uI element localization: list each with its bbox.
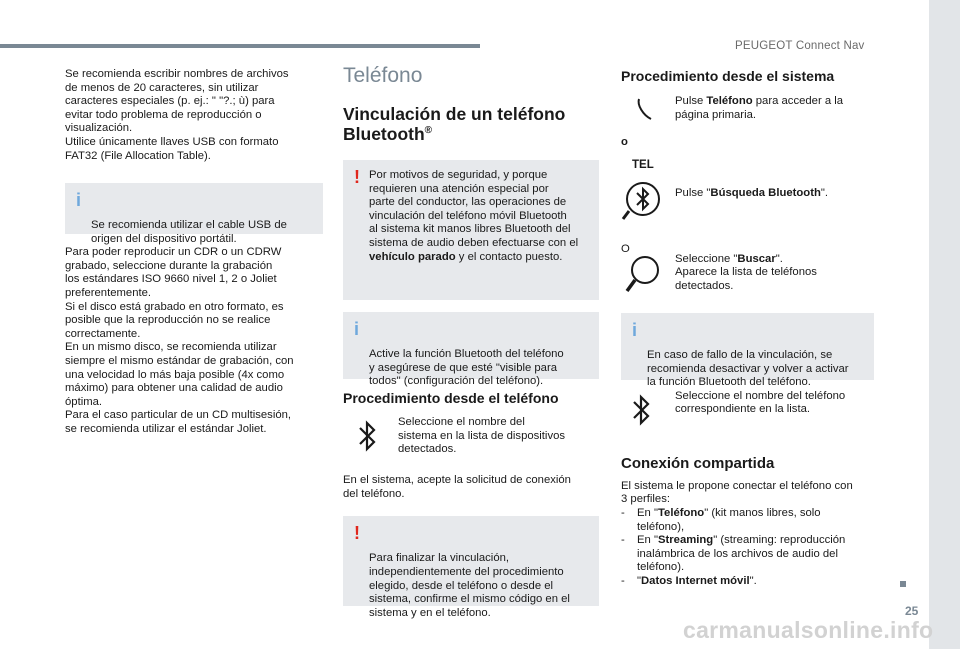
telefono-label: Teléfono: [706, 95, 753, 107]
profile-item-telefono: [621, 507, 874, 534]
system-step-phone-pre: Pulse: [675, 95, 707, 107]
phone-step-select-text: Seleccione el nombre del sistema en la lista de dispositivos detectados.: [398, 416, 566, 456]
list-dash: -: [621, 534, 625, 547]
system-step-select-phone: [621, 390, 874, 436]
safety-warning-text: Por motivos de seguridad, y porque requieren una atención especial por parte del conductor, las operaciones de vinculación del teléfono móvil Bluetooth al sistema kit manos libres Bluetooth del sistema de audio deben efectuarse con el: [369, 169, 579, 249]
buscar-label: Buscar: [737, 252, 776, 265]
phone-step-select: [343, 416, 599, 466]
system-step-phone: [621, 95, 874, 131]
system-step-search-post: ". Aparece la lista de teléfonos detectados.: [675, 252, 817, 292]
usb-cable-info-note: [65, 183, 323, 245]
bluetooth-icon: [353, 416, 393, 456]
pairing-failure-info-note: [621, 313, 874, 389]
tel-button-label: TEL: [632, 158, 654, 171]
confirm-code-warning-text: Para finalizar la vinculación, independientemente del procedimiento elegido, desde el teléfono o desde el sistema, confirme el mismo código en el sistema y en el teléfono.: [369, 552, 570, 619]
profile-item-post: ".: [749, 574, 757, 587]
bluetooth-visible-info-text: Active la función Bluetooth del teléfono y asegúrese de que esté "visible para todos" (configuración del teléfono).: [369, 348, 564, 388]
warning-icon: !: [354, 167, 360, 187]
profile-item-post: " (streaming: reproducción inalámbrica de los archivos de audio del teléfono).: [637, 534, 846, 574]
system-step-select-phone-text: Seleccione el nombre del teléfono correspondiente en la lista.: [675, 389, 846, 416]
section-title: Teléfono: [343, 64, 423, 87]
column-left: [65, 68, 323, 436]
watermark: carmanualsonline.info: [683, 617, 934, 643]
column-right: [621, 68, 874, 589]
system-step-phone-post: para acceder a la página primaria.: [675, 95, 844, 121]
phone-handset-icon: [621, 95, 661, 135]
usb-filename-paragraph: Se recomienda escribir nombres de archivos de menos de 20 caracteres, sin utilizar caracteres especiales (p. ej.: " "?.; ù) para evitar todo problema de reproducción o visualización. Utilice únicamente llaves USB con formato FAT32 (File Allocation Table).: [65, 68, 289, 162]
info-icon: i: [632, 319, 638, 340]
column-middle: [343, 64, 599, 619]
profile-item-bold: Streaming: [657, 534, 714, 547]
system-step-bluetooth-post: ".: [820, 187, 829, 200]
profile-item-streaming: [621, 534, 874, 575]
safety-warning-note: [343, 160, 599, 300]
phone-procedure-heading: Procedimiento desde el teléfono: [343, 390, 559, 406]
warning-icon: !: [354, 523, 360, 544]
profile-item-pre: En ": [637, 534, 658, 547]
search-icon: [621, 253, 661, 293]
bluetooth-visible-info-note: [343, 312, 599, 388]
profiles-list: [621, 507, 874, 589]
system-step-search-text: [675, 253, 875, 294]
list-dash: -: [621, 506, 625, 519]
registered-mark: ®: [424, 125, 433, 137]
system-step-search-pre: Seleccione ": [675, 252, 738, 265]
end-of-page-mark: [900, 581, 906, 587]
pairing-heading-line1: Vinculación de un teléfono: [343, 104, 566, 124]
usb-cable-info-text: Se recomienda utilizar el cable USB de origen del dispositivo portátil.: [91, 219, 287, 245]
busqueda-bluetooth-label: Búsqueda Bluetooth: [710, 187, 821, 200]
shared-connection-heading: Conexión compartida: [621, 454, 775, 472]
pairing-heading: [343, 104, 599, 144]
confirm-code-warning-note: [343, 516, 599, 619]
bluetooth-icon: [627, 390, 667, 430]
or-separator-2: O: [621, 243, 630, 256]
profiles-intro: El sistema le propone conectar el teléfono con 3 perfiles:: [621, 479, 853, 506]
info-icon: i: [76, 190, 82, 211]
system-step-bluetooth-search: [621, 177, 874, 233]
page-number: 25: [905, 604, 919, 618]
safety-warning-tail: y el contacto puesto.: [455, 250, 563, 263]
profile-item-pre: ": [637, 574, 642, 587]
safety-warning-bold: vehículo parado: [369, 250, 456, 263]
system-step-bluetooth-pre: Pulse ": [675, 187, 711, 200]
list-dash: -: [621, 574, 625, 587]
profile-item-bold: Teléfono: [657, 506, 705, 519]
system-step-search: [621, 253, 874, 303]
pairing-heading-line2: Bluetooth: [343, 124, 425, 144]
profile-item-datos: [621, 575, 874, 589]
header-rule: [0, 44, 480, 48]
pairing-failure-info-text: En caso de fallo de la vinculación, se recomienda desactivar y volver a activar la función Bluetooth del teléfono.: [647, 348, 849, 389]
page-side-strip: [929, 0, 960, 649]
accept-connection-paragraph: En el sistema, acepte la solicitud de conexión del teléfono.: [343, 474, 571, 500]
brand-label: PEUGEOT Connect Nav: [735, 40, 865, 52]
system-procedure-heading: Procedimiento desde el sistema: [621, 68, 835, 84]
profile-item-pre: En ": [637, 506, 658, 519]
cd-recording-paragraph: Para poder reproducir un CDR o un CDRW grabado, seleccione durante la grabación los estándares ISO 9660 nivel 1, 2 o Joliet preferentemente. Si el disco está grabado en otro formato, es posible que la reproducción no se realice correctamente. En un mismo disco, se recomienda utilizar siempre el mismo estándar de grabación, con una velocidad lo más baja posible (4x como máximo) para obtener una calidad de audio óptima. Para el caso particular de un CD multisesión, se recomienda utilizar el estándar Joliet.: [65, 246, 294, 435]
bluetooth-search-icon: [621, 177, 661, 217]
system-step-bluetooth-text: [675, 187, 875, 201]
profile-item-post: " (kit manos libres, solo teléfono),: [637, 506, 821, 533]
system-step-phone-text: [675, 95, 875, 122]
profile-item-bold: Datos Internet móvil: [641, 574, 750, 587]
info-icon: i: [354, 319, 360, 339]
or-separator: o: [621, 136, 628, 148]
